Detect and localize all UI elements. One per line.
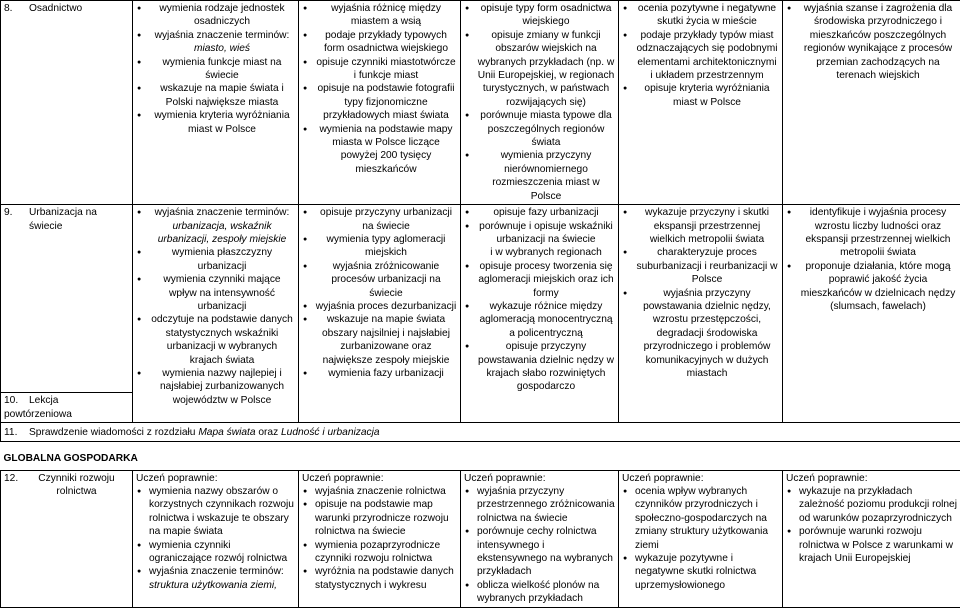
list-item: ● wyjaśnia szanse i zagrożenia dla środowiska przyrodniczego i mieszkańców poszczególnych regionów wynikające z procesów przemian zachodzących na terenach wiejskich bbox=[786, 2, 957, 82]
list-item: ● wymienia płaszczyzny urbanizacji bbox=[136, 246, 295, 273]
list-item: ● wyróżnia na podstawie danych statystycznych i wykresu bbox=[302, 565, 457, 592]
list-item: ● opisuje zmiany w funkcji obszarów wiejskich na wybranych przykładach (np. w Unii Europejskiej, w regionach turystycznych, w państwach rozwijających się) bbox=[464, 29, 615, 109]
topic-cell bbox=[1, 423, 960, 442]
list-item: ● opisuje na podstawie map warunki przyrodnicze rozwoju rolnictwa na świecie bbox=[302, 498, 457, 538]
table-spacer bbox=[1, 442, 960, 451]
topic-title: Czynniki rozwoju rolnictwa bbox=[29, 472, 124, 499]
list-item: ● podaje przykłady typów miast odznaczających się podobnymi elementami architektonicznymi i układem przestrzennym bbox=[622, 29, 779, 83]
list-item: ● opisuje przyczyny urbanizacji na świecie bbox=[302, 206, 457, 233]
section-title: GLOBALNA GOSPODARKA bbox=[1, 450, 960, 470]
term-text: urbanizacja, wskaźnik urbanizacji, zespoły miejskie bbox=[158, 221, 287, 245]
list-item: ● wymienia czynniki ograniczające rozwój rolnictwa bbox=[136, 539, 295, 566]
topic-title: Lekcja powtórzeniowa bbox=[4, 395, 72, 419]
list-item: ● wykazuje przyczyny i skutki ekspansji przestrzennej wielkich metropolii świata bbox=[622, 206, 779, 246]
topic-text: oraz bbox=[256, 427, 281, 438]
list-item: ● wyjaśnia przyczyny przestrzennego zróżnicowania rolnictwa na świecie bbox=[464, 485, 615, 525]
row-number: 9. bbox=[4, 206, 29, 219]
list-item: ● identyfikuje i wyjaśnia procesy wzrostu liczby ludności oraz ekspansji przestrzennej wielkich metropolii świata bbox=[786, 206, 957, 260]
requirements-col-1 bbox=[133, 1, 299, 205]
list-item: ● wymienia typy aglomeracji miejskich bbox=[302, 233, 457, 260]
topic-title: Osadnictwo bbox=[29, 3, 82, 14]
list-item: ● porównuje cechy rolnictwa intensywnego i ekstensywnego na wybranych przykładach bbox=[464, 525, 615, 579]
list-item: ● wymienia na podstawie mapy miasta w Polsce liczące powyżej 200 tysięcy mieszkańców bbox=[302, 123, 457, 177]
list-item: ● porównuje warunki rozwoju rolnictwa w Polsce z warunkami w krajach Unii Europejskiej bbox=[786, 525, 957, 565]
list-item: ● wyjaśnia znaczenie terminów: bbox=[136, 565, 295, 578]
list-item: ● wymienia rodzaje jednostek osadniczych bbox=[136, 2, 295, 29]
topic-text: Sprawdzenie wiadomości z rozdziału bbox=[29, 427, 198, 438]
list-item: ● porównuje i opisuje wskaźniki urbanizacji na świecie bbox=[464, 220, 615, 247]
requirements-col-2 bbox=[299, 205, 461, 423]
list-item: ● ocenia wpływ wybranych czynników przyrodniczych i społeczno-gospodarczych na zmiany struktury użytkowania ziemi bbox=[622, 485, 779, 552]
table-row bbox=[1, 1, 960, 205]
list-item: ● wyjaśnia proces dezurbanizacji bbox=[302, 300, 457, 313]
list-item: ● ocenia pozytywne i negatywne skutki życia w mieście bbox=[622, 2, 779, 29]
list-item: ● opisuje przyczyny powstawania dzielnic nędzy w krajach słabo rozwiniętych gospodarczo bbox=[464, 340, 615, 394]
list-item: ● opisuje na podstawie fotografii typy fizjonomiczne przykładowych miast świata bbox=[302, 82, 457, 122]
requirements-col-1 bbox=[133, 205, 299, 423]
requirements-col-4 bbox=[619, 205, 783, 423]
intro-text: Uczeń poprawnie: bbox=[464, 472, 615, 485]
list-item: ● wymienia fazy urbanizacji bbox=[302, 367, 457, 380]
row-number: 12. bbox=[4, 472, 29, 485]
requirements-col-4 bbox=[619, 1, 783, 205]
list-item: ● wymienia czynniki mające wpływ na intensywność urbanizacji bbox=[136, 273, 295, 313]
list-item: ● wymienia nazwy najlepiej i najsłabiej zurbanizowanych województw w Polsce bbox=[136, 367, 295, 407]
topic-title: Urbanizacja na świecie bbox=[29, 206, 124, 233]
list-item: ● porównuje miasta typowe dla poszczególnych regionów świata bbox=[464, 109, 615, 149]
list-item: ● wykazuje na przykładach zależność poziomu produkcji rolnej od warunków pozaprzyrodniczych bbox=[786, 485, 957, 525]
section-row bbox=[1, 450, 960, 470]
row-number: 8. bbox=[4, 2, 29, 15]
table-row bbox=[1, 423, 960, 442]
list-item: ● opisuje czynniki miastotwórcze i funkcje miast bbox=[302, 56, 457, 83]
intro-text: Uczeń poprawnie: bbox=[622, 472, 779, 485]
list-item: ● wymienia nazwy obszarów o korzystnych czynnikach rozwoju rolnictwa i wskazuje te obszary na mapie świata bbox=[136, 485, 295, 539]
list-item: ● wykazuje różnice między aglomeracją monocentryczną a policentryczną bbox=[464, 300, 615, 340]
requirements-col-3 bbox=[461, 1, 619, 205]
list-item: ● wyjaśnia przyczyny powstawania dzielnic nędzy, wzrostu przestępczości, degradacji środowiska przyrodniczego i problemów komunikacyjnych w dużych miastach bbox=[622, 287, 779, 381]
topic-text-italic: Mapa świata bbox=[198, 427, 255, 438]
topic-text-italic: Ludność i urbanizacja bbox=[281, 427, 380, 438]
list-item: ● podaje przykłady typowych form osadnictwa wiejskiego bbox=[302, 29, 457, 56]
list-item: ● wyjaśnia znaczenie terminów: bbox=[136, 29, 295, 42]
list-item: ● opisuje procesy tworzenia się aglomeracji miejskich oraz ich formy bbox=[464, 260, 615, 300]
list-item: ● wyjaśnia różnicę między miastem a wsią bbox=[302, 2, 457, 29]
intro-text: Uczeń poprawnie: bbox=[136, 472, 295, 485]
table-row bbox=[1, 205, 960, 423]
requirements-col-5 bbox=[783, 205, 960, 423]
topic-cell bbox=[1, 1, 133, 205]
list-item: ● wymienia kryteria wyróżniania miast w Polsce bbox=[136, 109, 295, 136]
intro-text: Uczeń poprawnie: bbox=[786, 472, 957, 485]
list-text: i w wybranych regionach bbox=[464, 246, 615, 259]
list-item: ● wymienia przyczyny nierównomiernego rozmieszczenia miast w Polsce bbox=[464, 149, 615, 203]
list-item: ● oblicza wielkość plonów na wybranych przykładach bbox=[464, 579, 615, 606]
requirements-col-5 bbox=[783, 1, 960, 205]
list-item: ● wyjaśnia znaczenie rolnictwa bbox=[302, 485, 457, 498]
list-item: ● proponuje działania, które mogą poprawić jakość życia mieszkańców w dzielnicach nędzy (slumsach, fawelach) bbox=[786, 260, 957, 314]
list-item: ● wykazuje pozytywne i negatywne skutki rolnictwa uprzemysłowionego bbox=[622, 552, 779, 592]
term-text: struktura użytkowania ziemi, bbox=[149, 580, 277, 591]
list-item: ● opisuje kryteria wyróżniania miast w Polsce bbox=[622, 82, 779, 109]
list-item: ● opisuje typy form osadnictwa wiejskiego bbox=[464, 2, 615, 29]
list-item: ● wyjaśnia znaczenie terminów: bbox=[136, 206, 295, 219]
list-item: ● wymienia pozaprzyrodnicze czynniki rozwoju rolnictwa bbox=[302, 539, 457, 566]
list-item: ● wymienia funkcje miast na świecie bbox=[136, 56, 295, 83]
list-item: ● odczytuje na podstawie danych statystycznych wskaźniki urbanizacji w wybranych krajach świata bbox=[136, 313, 295, 367]
list-item: ● wyjaśnia zróżnicowanie procesów urbanizacji na świecie bbox=[302, 260, 457, 300]
intro-text: Uczeń poprawnie: bbox=[302, 472, 457, 485]
list-item: ● wskazuje na mapie świata i Polski największe miasta bbox=[136, 82, 295, 109]
topic-cell bbox=[1, 205, 133, 423]
term-text: miasto, wieś bbox=[194, 43, 250, 54]
requirements-col-3 bbox=[461, 205, 619, 423]
row-number: 10. bbox=[4, 394, 29, 407]
row-10-cell bbox=[1, 392, 132, 422]
list-item: ● charakteryzuje proces suburbanizacji i reurbanizacji w Polsce bbox=[622, 246, 779, 286]
row-number: 11. bbox=[4, 426, 29, 439]
list-item: ● opisuje fazy urbanizacji bbox=[464, 206, 615, 219]
requirements-col-2 bbox=[299, 1, 461, 205]
list-item: ● wskazuje na mapie świata obszary najsilniej i najsłabiej zurbanizowane oraz największe zespoły miejskie bbox=[302, 313, 457, 367]
